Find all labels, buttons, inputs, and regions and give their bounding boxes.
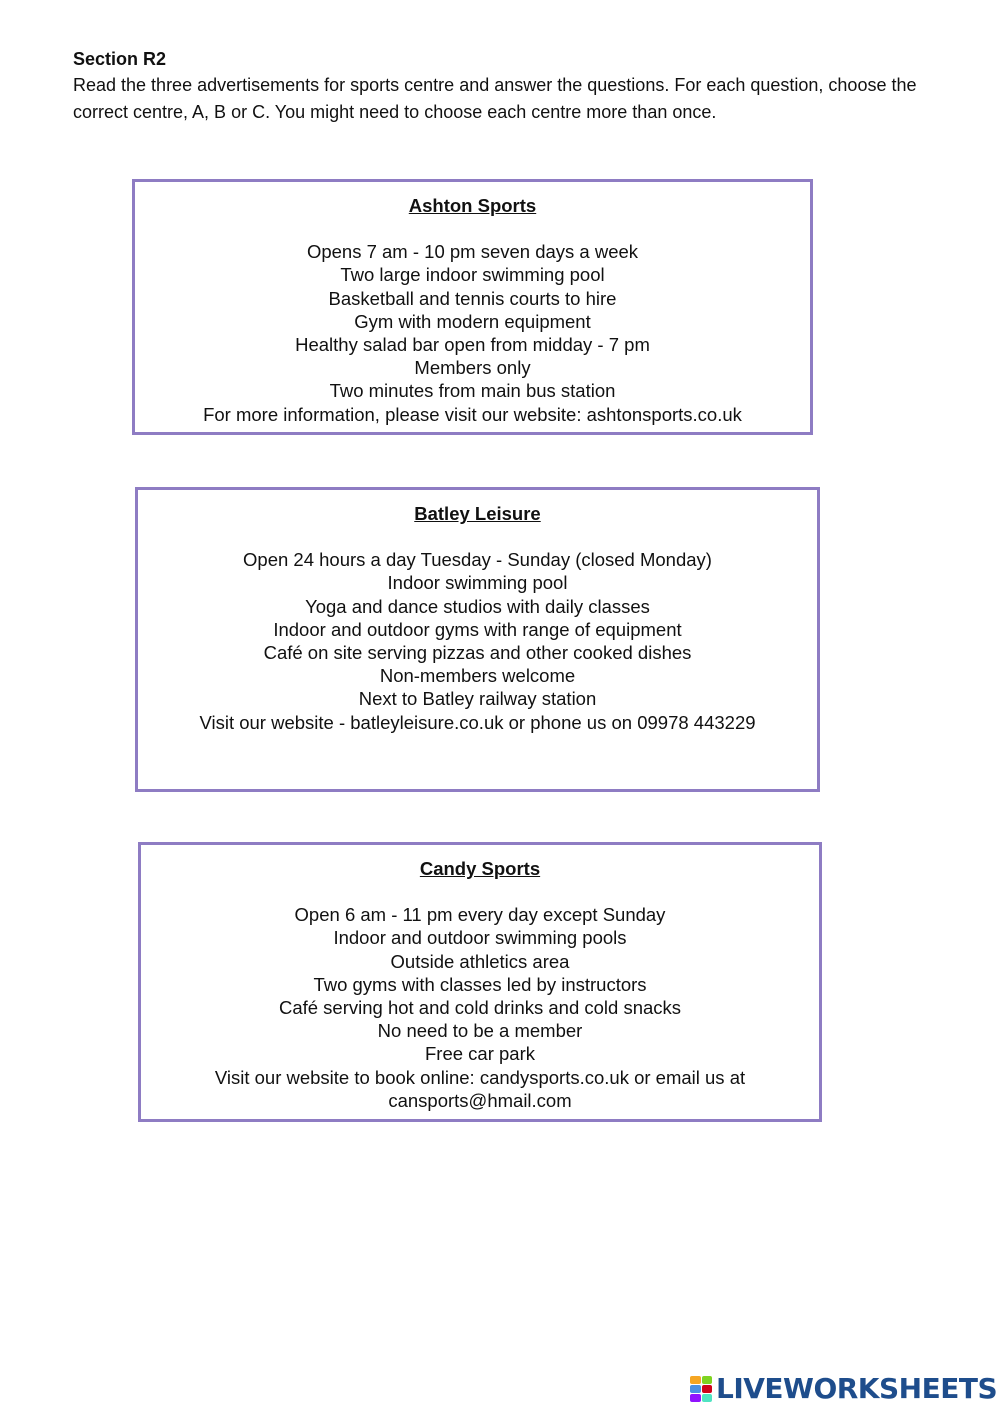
ad-line: Basketball and tennis courts to hire	[328, 287, 617, 309]
ad-line: Open 6 am - 11 pm every day except Sunday	[294, 904, 666, 926]
ad-line: Free car park	[424, 1043, 535, 1065]
liveworksheets-logo	[690, 1372, 997, 1405]
ad-line: Yoga and dance studios with daily classes	[305, 595, 650, 617]
ad-title: Ashton Sports	[408, 195, 537, 216]
ad-line: Visit our website - batleyleisure.co.uk or phone us on 09978 443229	[199, 711, 756, 733]
ad-line: Café on site serving pizzas and other cooked dishes	[263, 642, 692, 664]
advertisement-batley-leisure	[135, 487, 820, 792]
ad-line: Open 24 hours a day Tuesday - Sunday (closed Monday)	[243, 549, 712, 571]
ad-line: Indoor and outdoor gyms with range of equipment	[273, 618, 682, 640]
ad-line: Café serving hot and cold drinks and cold snacks	[278, 997, 682, 1019]
ad-line: Healthy salad bar open from midday - 7 pm	[295, 334, 650, 356]
ad-line: Gym with modern equipment	[354, 310, 591, 332]
liveworksheets-logo-icon	[690, 1376, 712, 1402]
ad-line: Two large indoor swimming pool	[340, 264, 605, 286]
ad-line: Two gyms with classes led by instructors	[313, 973, 647, 995]
section-title: Section R2	[73, 49, 167, 69]
ad-line: Non-members welcome	[379, 665, 576, 687]
advertisement-ashton-sports	[132, 179, 813, 435]
ad-title: Candy Sports	[419, 858, 541, 879]
ad-line: Opens 7 am - 10 pm seven days a week	[306, 241, 639, 263]
logo-text: LIVEWORKSHEETS	[716, 1372, 998, 1405]
ad-title: Batley Leisure	[414, 503, 541, 524]
ad-line: Indoor and outdoor swimming pools	[333, 927, 627, 949]
ad-line: Next to Batley railway station	[358, 688, 597, 710]
ad-line: Members only	[414, 357, 531, 379]
ad-line: Two minutes from main bus station	[329, 380, 616, 402]
advertisement-candy-sports	[138, 842, 822, 1122]
ad-line: No need to be a member	[377, 1020, 583, 1042]
ad-line: Visit our website to book online: candysports.co.uk or email us at cansports@hmail.com	[214, 1066, 746, 1111]
ad-line: Indoor swimming pool	[387, 572, 568, 594]
instructions-text: Read the three advertisements for sports centre and answer the questions. For each question, choose the correct centre, A, B or C. You might need to choose each centre more than once.	[73, 75, 917, 122]
ad-line: Outside athletics area	[390, 950, 570, 972]
ad-line: For more information, please visit our website: ashtonsports.co.uk	[203, 403, 742, 425]
